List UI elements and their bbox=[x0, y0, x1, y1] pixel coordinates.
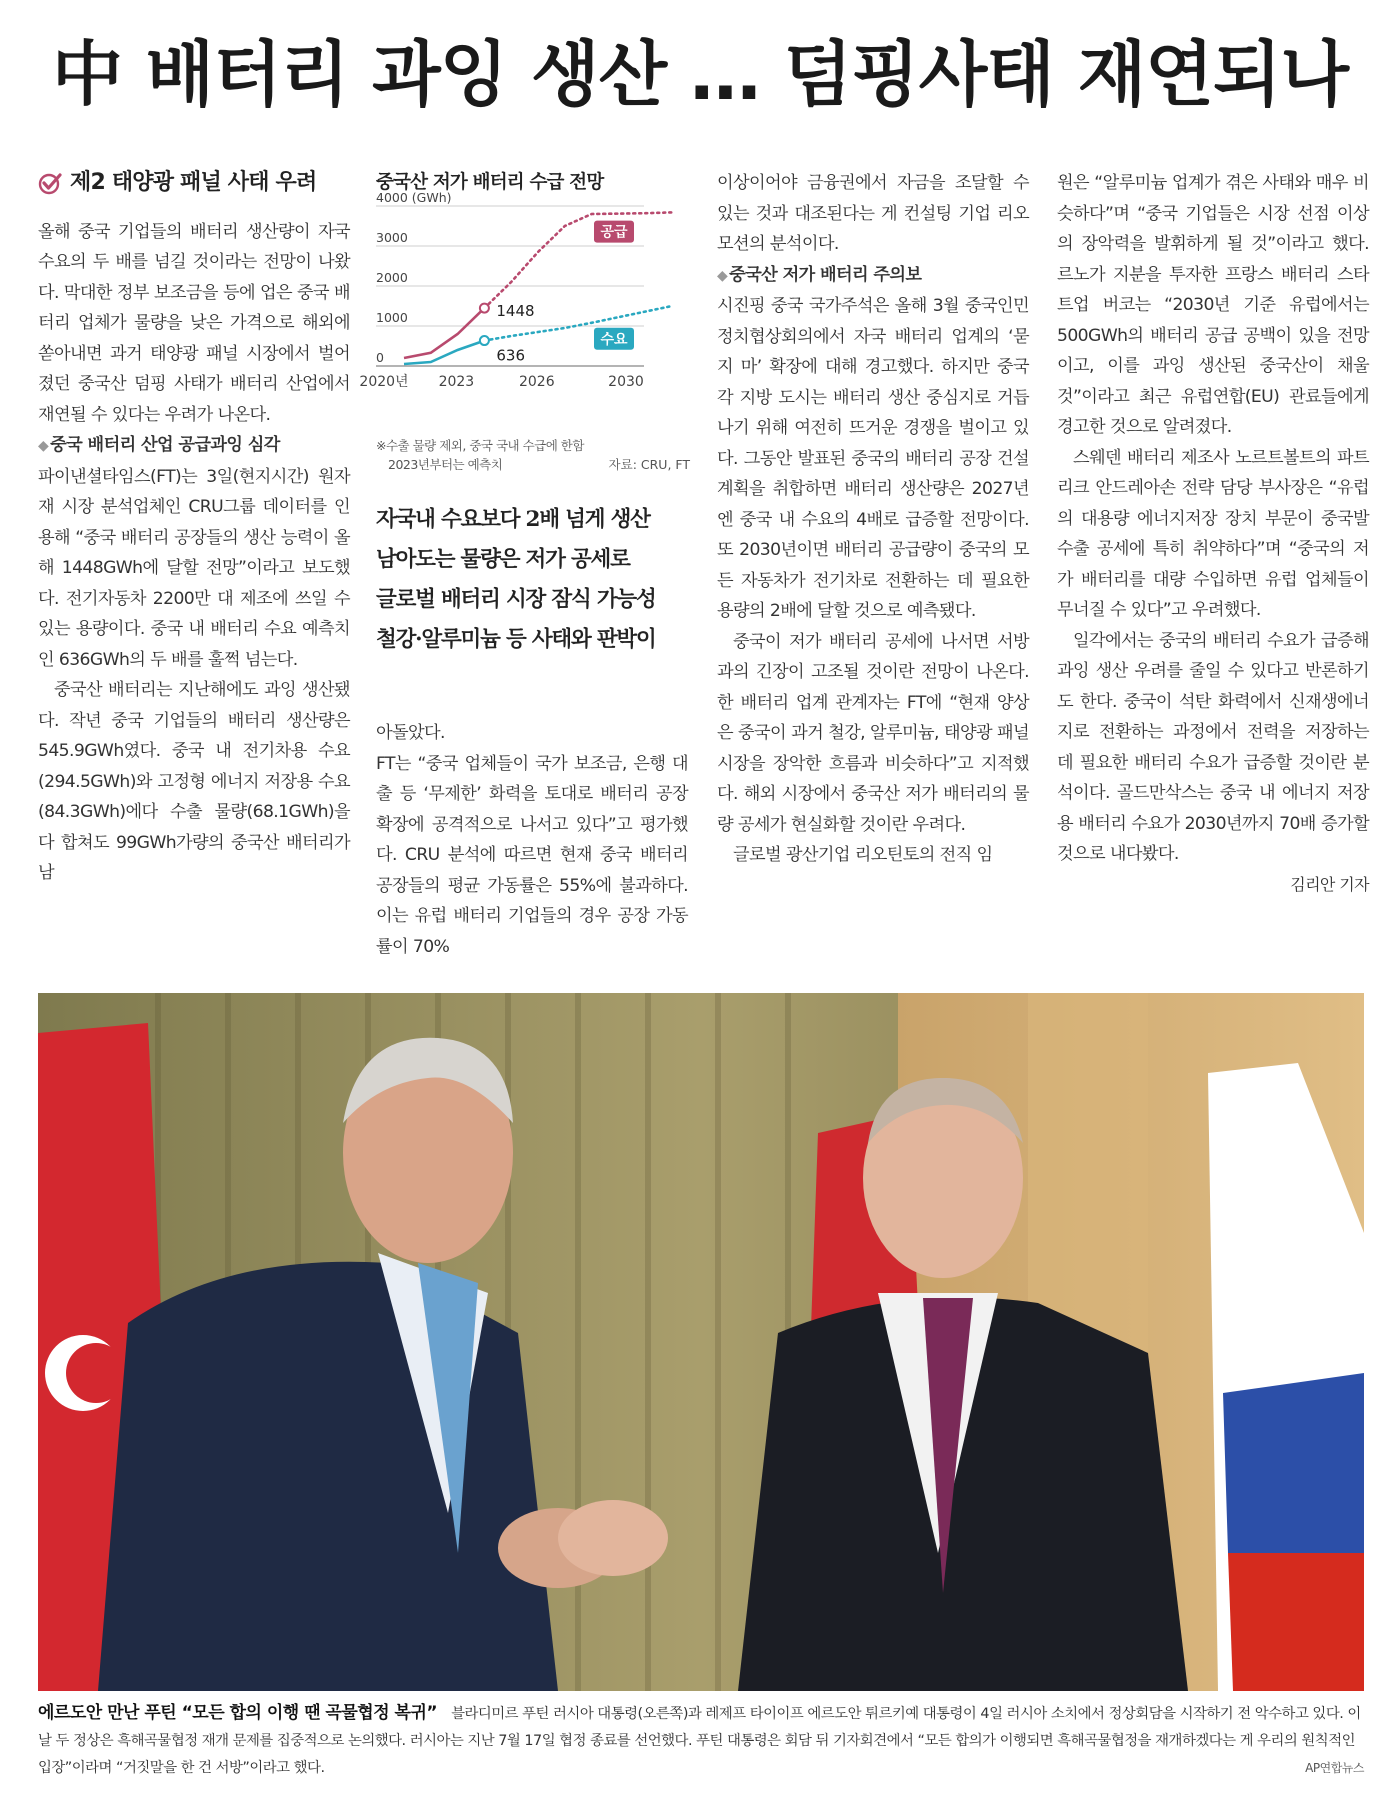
data-point-2023 bbox=[480, 336, 489, 345]
article-column-1 bbox=[38, 168, 350, 958]
diamond-bullet-icon: ◆ bbox=[38, 438, 49, 454]
chart-note-line-1: ※수출 물량 제외, 중국 국내 수급에 한함 bbox=[376, 438, 584, 453]
pull-quote bbox=[376, 500, 696, 660]
pull-quote-line: 철강·알루미늄 등 사태와 판박이 bbox=[376, 627, 656, 652]
photo-credit: AP연합뉴스 bbox=[1305, 1761, 1364, 1775]
check-circle-icon bbox=[38, 171, 62, 195]
legend-demand-label: 수요 bbox=[600, 331, 628, 348]
pull-quote-line: 글로벌 배터리 시장 잠식 가능성 bbox=[376, 587, 656, 612]
byline: 김리안 기자 bbox=[1290, 874, 1369, 894]
subheading bbox=[38, 430, 350, 462]
y-tick-label: 1000 bbox=[376, 310, 408, 325]
data-point-2023 bbox=[480, 304, 489, 313]
paragraph: 파이낸셜타임스(FT)는 3일(현지시간) 원자재 시장 분석업체인 CRU그룹 데이터를 인용해 “중국 배터리 공장들의 생산 능력이 올해 1448GWh에 달할 전망”이라고 보도했다. 전기자동차 2200만 대 제조에 쓰일 수 있는 용량이다. 중국 내 배터리 수요 예측치인 636GWh의 두 배를 훌쩍 넘는다. bbox=[38, 466, 350, 670]
paragraph: 스웨덴 배터리 제조사 노르트볼트의 파트리크 안드레아손 전략 담당 부사장은 “유럽의 대용량 에너지저장 장치 부문이 중국발 수출 공세에 특히 취약하다”며 “중국의 저가 배터리를 대량 수입하면 유럽 업체들이 무너질 수 있다”고 우려했다. bbox=[1057, 447, 1369, 620]
diamond-bullet-icon: ◆ bbox=[717, 267, 728, 284]
chart-plot bbox=[359, 190, 696, 434]
article-column-3 bbox=[717, 168, 1029, 958]
y-tick-label: 0 bbox=[376, 350, 384, 365]
handshake-photo-illustration bbox=[38, 993, 1364, 1691]
y-tick-label: 2000 bbox=[376, 270, 408, 285]
section-heading bbox=[38, 168, 350, 199]
paragraph: 이상이어야 금융권에서 자금을 조달할 수 있는 것과 대조된다는 게 컨설팅 기업 리오모션의 분석이다. bbox=[717, 173, 1029, 254]
news-photo bbox=[38, 993, 1364, 1691]
chart-title: 중국산 저가 배터리 수급 전망 bbox=[376, 172, 604, 193]
paragraph: 시진핑 중국 국가주석은 올해 3월 중국인민정치협상회의에서 자국 배터리 업계의 ‘묻지 마’ 확장에 대해 경고했다. 하지만 중국 각 지방 도시는 배터리 생산 중심지로 거듭나기 위해 여전히 뜨거운 경쟁을 벌이고 있다. 그동안 발표된 중국의 배터리 공장 건설 계획을 취합하면 배터리 생산량은 2027년엔 중국 내 수요의 4배로 급증할 전망이다. 또 2030년이면 배터리 공급량이 중국의 모든 자동차가 전기차로 전환하는 데 필요한 용량의 2배에 달할 것으로 예측됐다. bbox=[717, 296, 1029, 621]
value-label-supply: 1448 bbox=[496, 302, 535, 321]
caption-text: 블라디미르 푸틴 러시아 대통령(오른쪽)과 레제프 타이이프 에르도안 튀르키예 대통령이 4일 러시아 소치에서 정상회담을 시작하기 전 악수하고 있다. 이날 두 정상은 흑해곡물협정 재개 문제를 집중적으로 논의했다. 러시아는 지난 7월 17일 협정 종료를 선언했다. 푸틴 대통령은 회담 뒤 기자회견에서 “모든 합의가 이행되면 흑해곡물협정을 재개하겠다는 게 우리의 원칙적인 입장”이라며 “거짓말을 한 건 서방”이라고 했다. bbox=[38, 1706, 1361, 1776]
chart-source: 자료: CRU, FT bbox=[608, 457, 690, 472]
y-tick-label: 4000 (GWh) bbox=[376, 190, 452, 205]
headline: 中 배터리 과잉 생산 … 덤핑사태 재연되나 bbox=[51, 33, 1349, 116]
column-1-body bbox=[38, 217, 350, 889]
series-line-forecast bbox=[484, 212, 672, 308]
x-tick-label: 2020년 bbox=[359, 374, 409, 390]
paragraph: 올해 중국 기업들의 배터리 생산량이 자국 수요의 두 배를 넘길 것이라는 전망이 나왔다. 막대한 정부 보조금을 등에 업은 중국 배터리 업체가 물량을 낮은 가격으로 해외에 쏟아내면 과거 태양광 패널 시장에서 벌어졌던 중국산 덤핑 사태가 배터리 산업에서 재연될 수 있다는 우려가 나온다. bbox=[38, 221, 350, 425]
article-column-2 bbox=[376, 718, 688, 958]
x-tick-label: 2023 bbox=[438, 374, 475, 390]
x-tick-label: 2026 bbox=[518, 374, 555, 390]
paragraph: 일각에서는 중국의 배터리 수요가 급증해 과잉 생산 우려를 줄일 수 있다고 반론하기도 한다. 중국이 석탄 화력에서 신재생에너지로 전환하는 과정에서 전력을 저장하는 데 필요한 배터리 수요가 급증할 것이란 분석이다. 골드만삭스는 중국 내 에너지 저장용 배터리 수요가 2030년까지 70배 증가할 것으로 내다봤다. bbox=[1057, 630, 1369, 864]
subheading-text: 중국 배터리 산업 공급과잉 심각 bbox=[50, 435, 280, 455]
paragraph: 아돌았다. bbox=[376, 723, 445, 743]
article-column-4 bbox=[1057, 168, 1369, 958]
legend-supply-label: 공급 bbox=[600, 224, 628, 241]
paragraph: 글로벌 광산기업 리오틴토의 전직 임 bbox=[733, 845, 993, 865]
x-tick-label: 2030 bbox=[608, 374, 644, 390]
subheading bbox=[717, 260, 1029, 292]
series-line-actual bbox=[404, 308, 484, 358]
paragraph: FT는 “중국 업체들이 국가 보조금, 은행 대출 등 ‘무제한’ 화력을 토대로 배터리 공장 확장에 공격적으로 나서고 있다”고 평가했다. CRU 분석에 따르면 현재 중국 배터리 공장들의 평균 가동률은 55%에 불과하다. 이는 유럽 배터리 기업들의 경우 공장 가동률이 70% bbox=[376, 753, 688, 957]
paragraph: 중국산 배터리는 지난해에도 과잉 생산됐다. 작년 중국 기업들의 배터리 생산량은 545.9GWh였다. 중국 내 전기차용 수요(294.5GWh)와 고정형 에너지 저장용 수요(84.3GWh)에다 수출 물량(68.1GWh)을 다 합쳐도 99GWh가량의 중국산 배터리가 남 bbox=[38, 680, 350, 883]
photo-caption bbox=[38, 1700, 1364, 1782]
y-tick-label: 3000 bbox=[376, 230, 408, 245]
section-heading-text: 제2 태양광 패널 사태 우려 bbox=[70, 170, 317, 195]
paragraph: 원은 “알루미늄 업계가 겪은 사태와 매우 비슷하다”며 “중국 기업들은 시장 선점 이상의 장악력을 발휘하게 될 것”이라고 했다. 르노가 지분을 투자한 프랑스 배터리 스타트업 버코는 “2030년 기준 유럽에서는 500GWh의 배터리 공급 공백이 있을 전망이고, 이를 과잉 생산된 중국산이 채울 것”이라고 최근 유럽연합(EU) 관료들에게 경고한 것으로 알려졌다. bbox=[1057, 173, 1369, 437]
supply-demand-chart bbox=[359, 168, 696, 478]
value-label-demand: 636 bbox=[496, 346, 526, 365]
pull-quote-line: 남아도는 물량은 저가 공세로 bbox=[376, 547, 630, 572]
chart-note-line-2: 2023년부터는 예측치 bbox=[388, 457, 503, 472]
caption-title: 에르도안 만난 푸틴 “모든 합의 이행 땐 곡물협정 복귀” bbox=[38, 1703, 438, 1723]
paragraph: 중국이 저가 배터리 공세에 나서면 서방과의 긴장이 고조될 것이란 전망이 나온다. 한 배터리 업계 관계자는 FT에 “현재 양상은 중국이 과거 철강, 알루미늄, 태양광 패널 시장을 장악한 흐름과 비슷하다”고 지적했다. 해외 시장에서 중국산 저가 배터리의 물량 공세가 현실화할 것이란 우려다. bbox=[717, 631, 1029, 835]
pull-quote-line: 자국내 수요보다 2배 넘게 생산 bbox=[376, 507, 650, 532]
subheading-text: 중국산 저가 배터리 주의보 bbox=[729, 264, 922, 285]
